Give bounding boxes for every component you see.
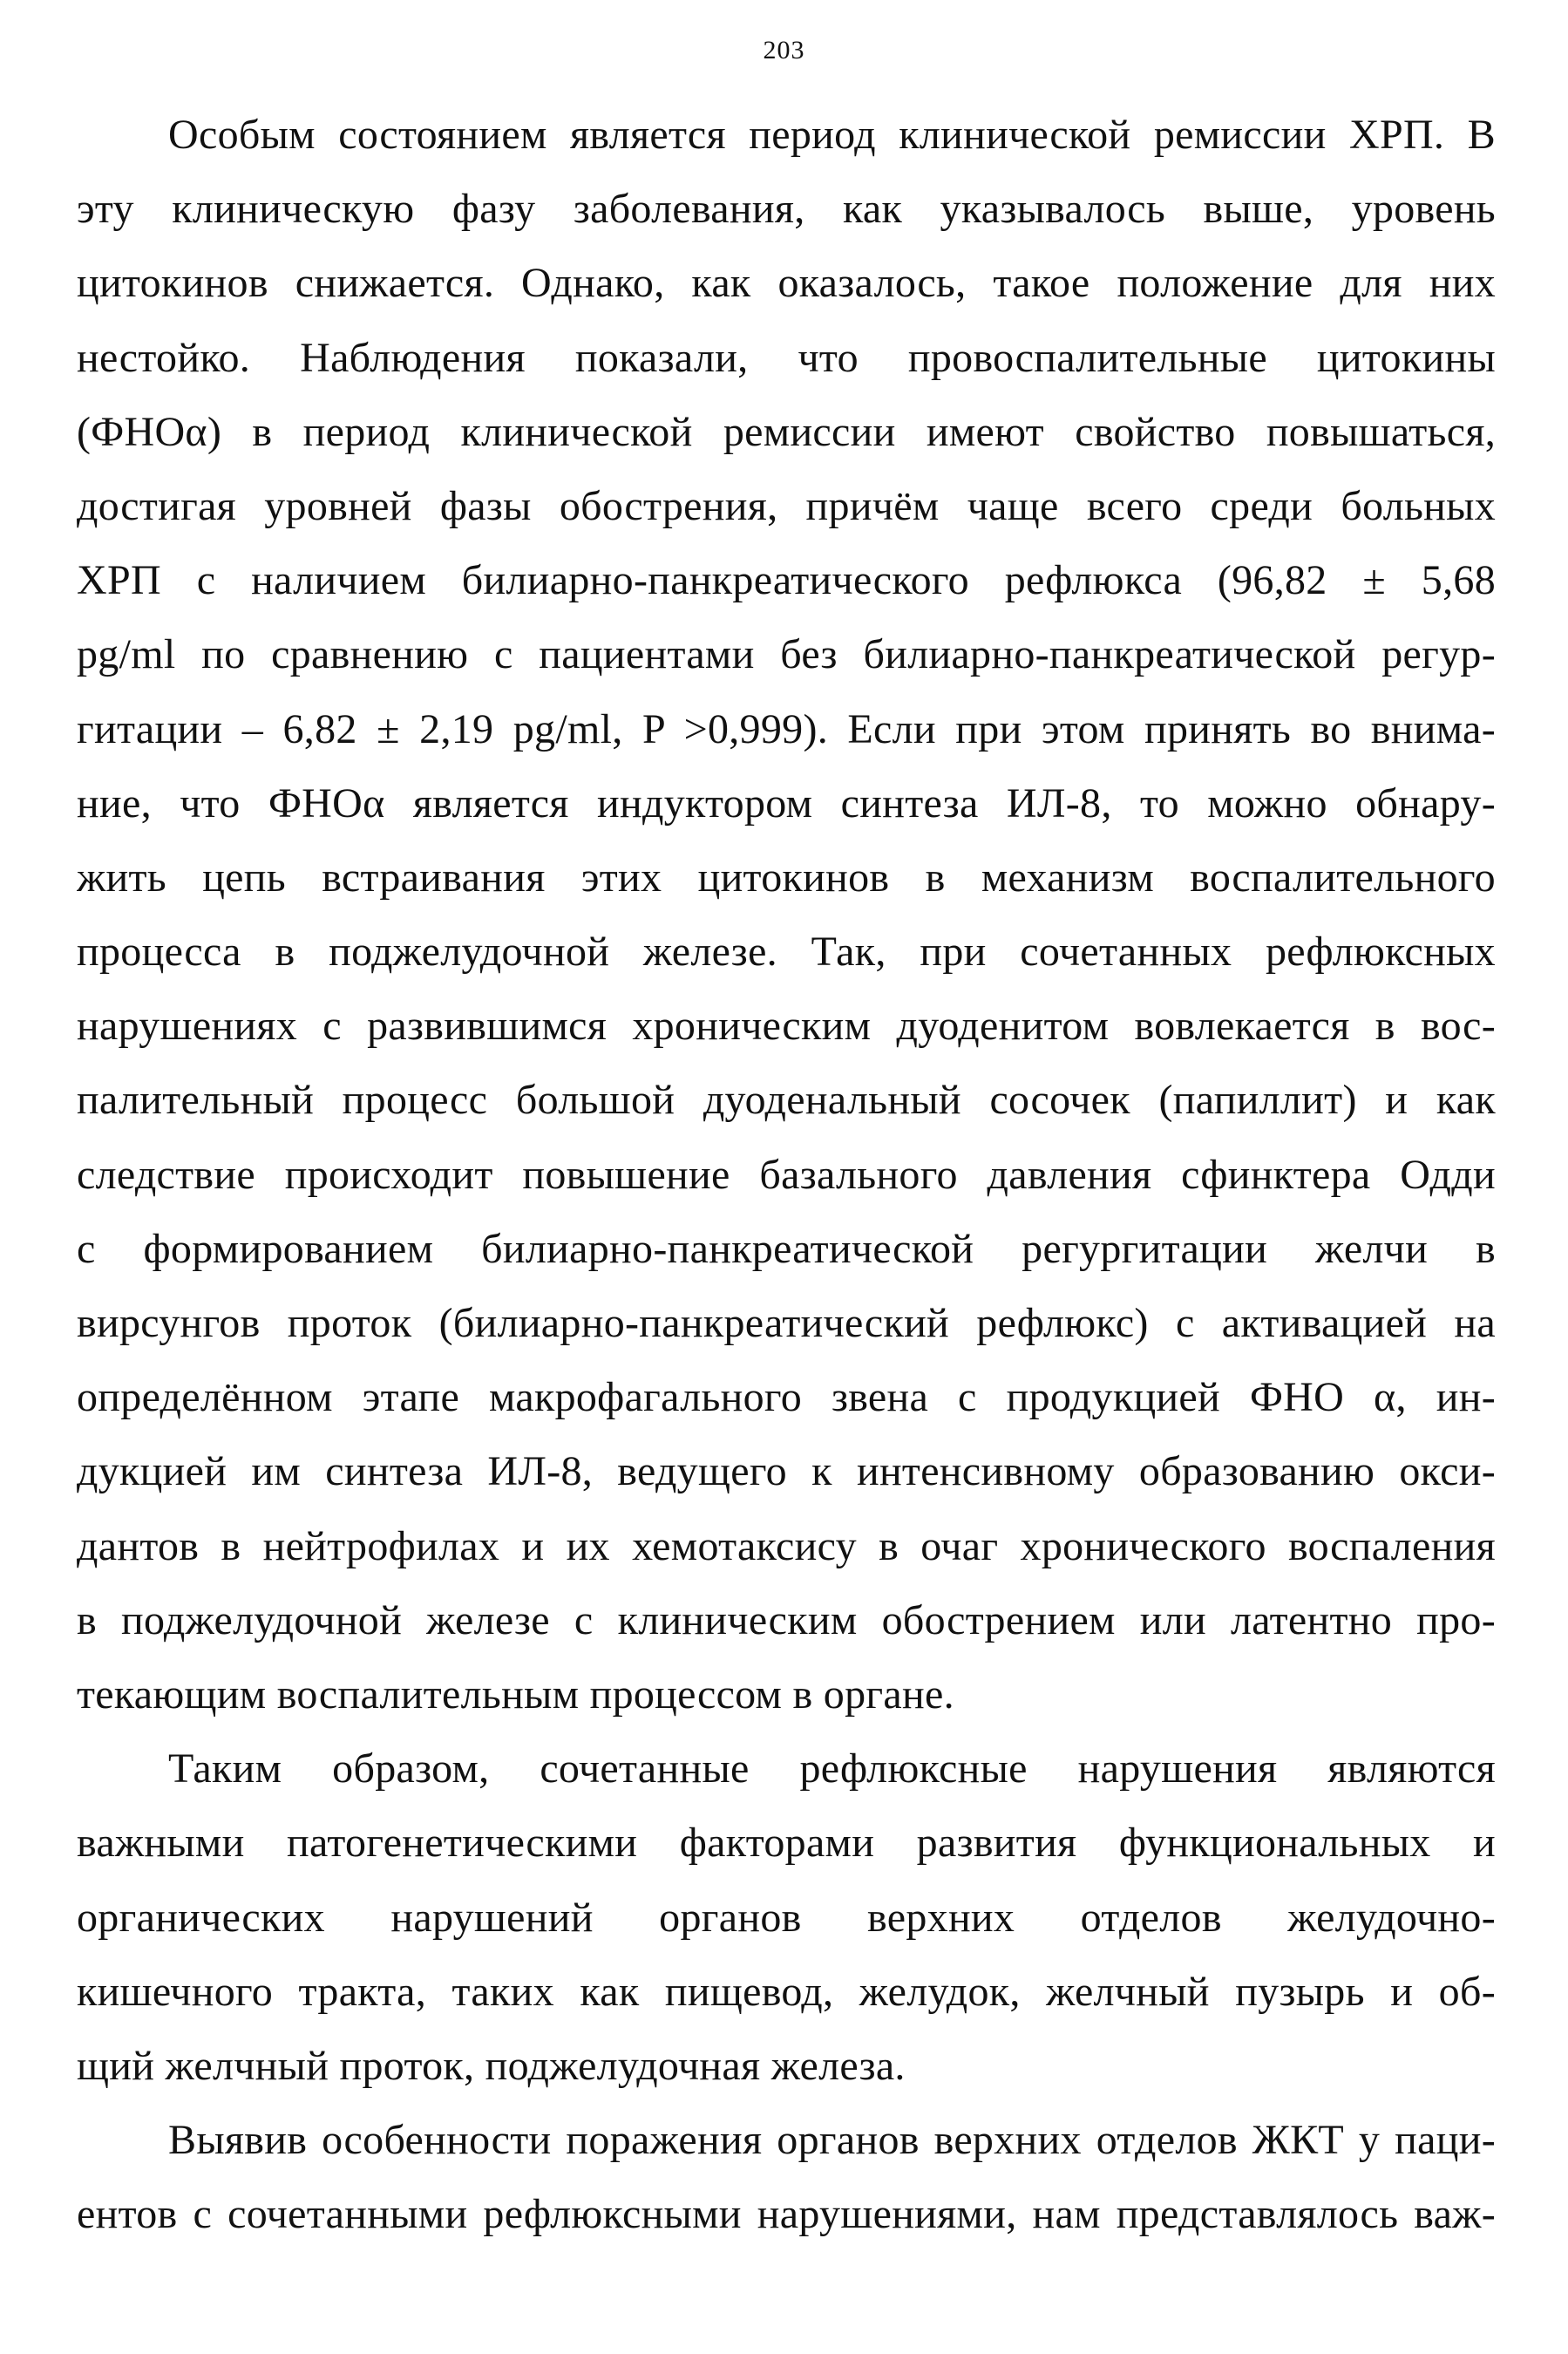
text-line: с формированием билиарно-панкреатической регургитации желчи в [77,1225,1496,1272]
text-line: (ФНОα) в период клинической ремиссии имеют свойство повышаться, [77,408,1496,455]
text-line: достигая уровней фазы обострения, причём чаще всего среди больных [77,482,1496,529]
text-line: щий желчный проток, поджелудочная железа. [77,2042,906,2089]
text-line: ние, что ФНОα является индуктором синтеза ИЛ-8, то можно обнару- [77,779,1496,827]
paragraph-conclusion [77,1731,1496,2103]
body-text [77,98,1496,2251]
text-line: кишечного тракта, таких как пищевод, желудок, желчный пузырь и об- [77,1968,1496,2015]
text-line: вирсунгов проток (билиарно-панкреатический рефлюкс) с активацией на [77,1300,1496,1346]
text-line: pg/ml по сравнению с пациентами без билиарно-панкреатической регур- [77,631,1496,678]
text-line: гитации – 6,82 ± 2,19 pg/ml, P >0,999). Если при этом принять во внима- [77,705,1496,752]
paragraph-remission [77,98,1496,1731]
text-line: ентов с сочетанными рефлюксными нарушениями, нам представлялось важ- [77,2191,1496,2238]
text-line: следствие происходит повышение базального давления сфинктера Одди [77,1151,1496,1198]
text-line: нестойко. Наблюдения показали, что провоспалительные цитокины [77,334,1496,381]
text-line: Выявив особенности поражения органов верхних отделов ЖКТ у паци- [168,2117,1496,2164]
text-line: жить цепь встраивания этих цитокинов в механизм воспалительного [77,854,1496,901]
text-line: важными патогенетическими факторами развития функциональных и [77,1820,1496,1867]
text-line: нарушениях с развившимся хроническим дуоденитом вовлекается в вос- [77,1003,1496,1050]
text-line: эту клиническую фазу заболевания, как указывалось выше, уровень [77,186,1496,233]
text-line: палительный процесс большой дуоденальный сосочек (папиллит) и как [77,1077,1496,1124]
text-line: Особым состоянием является период клинической ремиссии ХРП. В [168,112,1496,158]
text-line: определённом этапе макрофагального звена с продукцией ФНО α, ин- [77,1374,1496,1421]
text-line: дукцией им синтеза ИЛ-8, ведущего к интенсивному образованию окси- [77,1448,1496,1495]
text-line: цитокинов снижается. Однако, как оказалось, такое положение для них [77,260,1496,307]
paragraph-next [77,2103,1496,2251]
text-line: Таким образом, сочетанные рефлюксные нарушения являются [168,1745,1496,1793]
text-line: дантов в нейтрофилах и их хемотаксису в очаг хронического воспаления [77,1522,1496,1569]
text-line: текающим воспалительным процессом в органе. [77,1670,954,1718]
text-line: в поджелудочной железе с клиническим обострением или латентно про- [77,1596,1496,1643]
text-line: органических нарушений органов верхних отделов желудочно- [77,1894,1496,1941]
text-line: процесса в поджелудочной железе. Так, при сочетанных рефлюксных [77,929,1496,976]
text-line: ХРП с наличием билиарно-панкреатического рефлюкса (96,82 ± 5,68 [77,557,1496,604]
page-number: 203 [763,36,805,65]
